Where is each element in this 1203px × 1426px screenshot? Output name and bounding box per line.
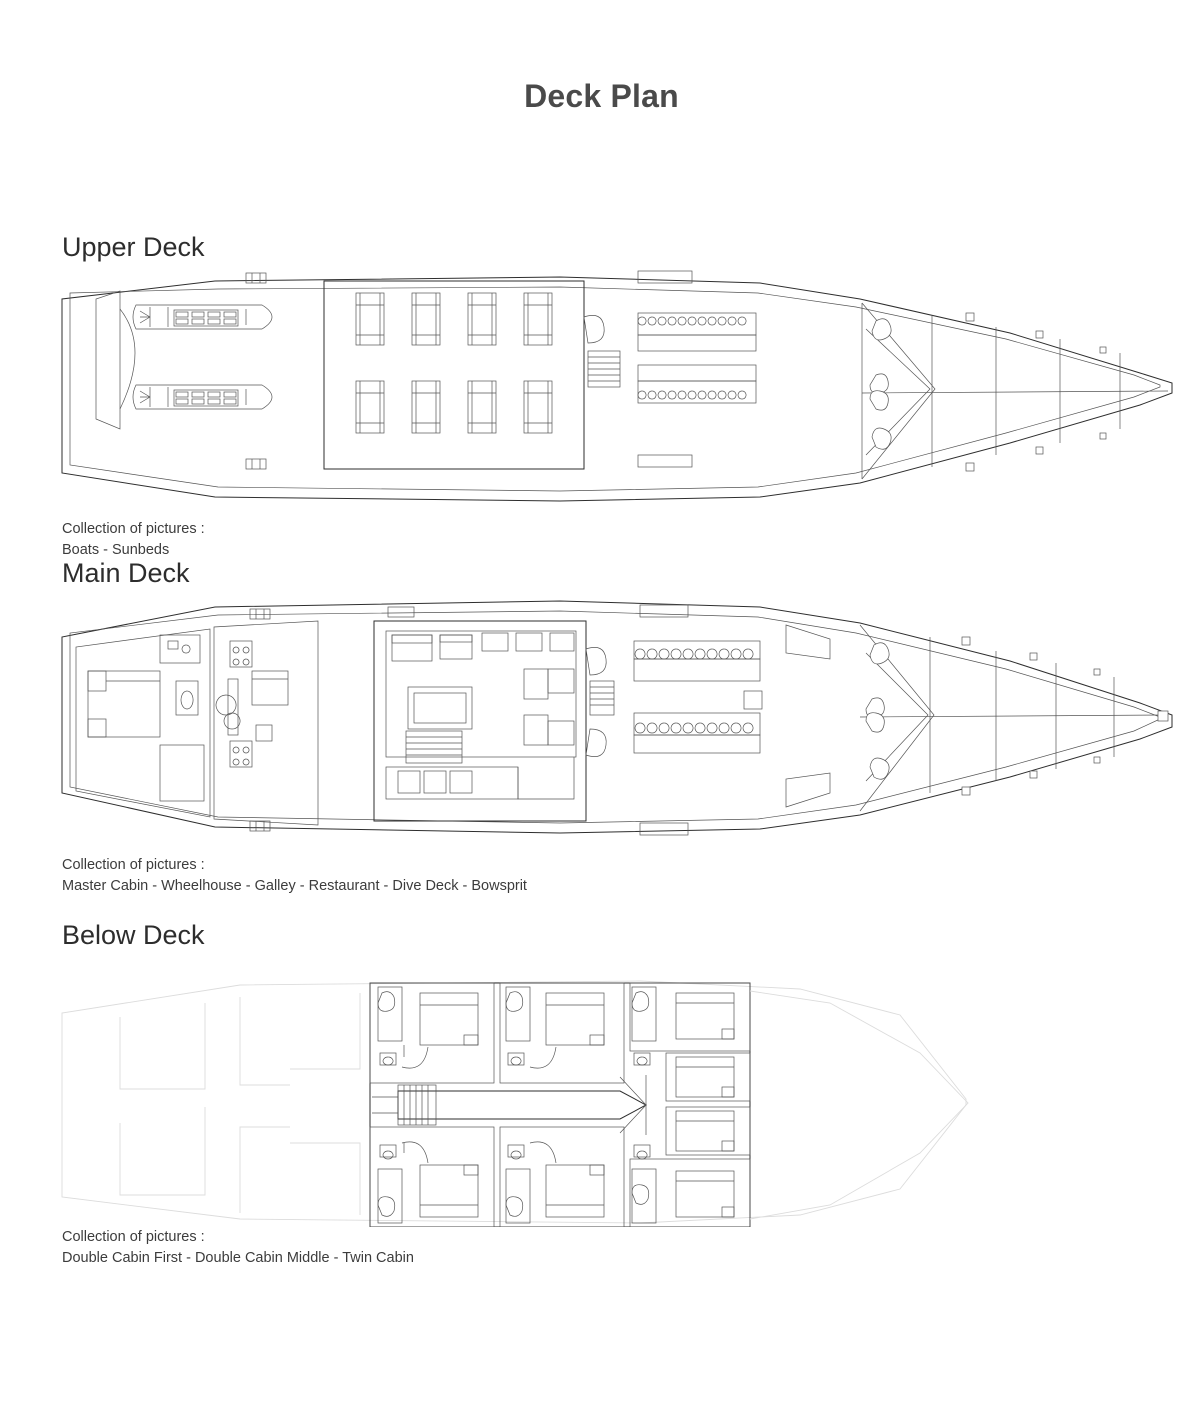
- main-deck-drawing: [0, 595, 1203, 855]
- bathroom: [506, 987, 530, 1041]
- bed: [420, 1165, 478, 1217]
- upper-deck-drawing: [0, 269, 1203, 519]
- page-title: Deck Plan: [524, 78, 679, 114]
- caption-upper: [62, 519, 1203, 561]
- bed: [546, 993, 604, 1045]
- deck-heading-upper: Upper Deck: [62, 232, 205, 262]
- caption-items-below: Double Cabin First - Double Cabin Middle - Twin Cabin: [62, 1250, 414, 1267]
- caption-label-upper: Collection of pictures :: [62, 521, 205, 537]
- caption-items-upper: Boats - Sunbeds: [62, 542, 170, 559]
- cabin-block: [370, 983, 750, 1227]
- bathroom: [632, 987, 656, 1041]
- corridor: [372, 1075, 646, 1135]
- bench-cushions-upper: [638, 313, 756, 403]
- bathroom: [378, 987, 402, 1041]
- tender-boat-2: [133, 385, 272, 409]
- deck-heading-below: Below Deck: [62, 920, 205, 950]
- cabin-top-middle: [500, 983, 624, 1083]
- deck-section-upper: [0, 232, 1203, 561]
- caption-below: [62, 1227, 1203, 1269]
- deck-heading-main: Main Deck: [62, 558, 190, 588]
- cabin-bottom-right: [630, 1145, 750, 1227]
- cabin-right-upper-mid: [666, 1053, 750, 1101]
- dive-deck-benches: [634, 641, 762, 753]
- sundeck-area: [324, 281, 584, 469]
- tender-boat-1: [133, 305, 272, 329]
- cabin-right-lower-mid: [666, 1107, 750, 1155]
- cabin-bottom-middle: [500, 1127, 624, 1227]
- bed: [676, 1057, 734, 1097]
- caption-items-main: Master Cabin - Wheelhouse - Galley - Restaurant - Dive Deck - Bowsprit: [62, 878, 527, 895]
- bed: [420, 993, 478, 1045]
- caption-label-below: Collection of pictures :: [62, 1229, 205, 1245]
- master-cabin: [76, 629, 210, 817]
- cabin-bottom-left: [370, 1127, 494, 1227]
- main-deck-plan: [0, 595, 1203, 855]
- caption-main: [62, 855, 1203, 897]
- caption-label-main: Collection of pictures :: [62, 857, 205, 873]
- galley: [214, 621, 318, 825]
- bed: [676, 993, 734, 1039]
- sunbed-group: [356, 293, 552, 433]
- deck-section-below: [0, 920, 1203, 1269]
- bed: [676, 1171, 734, 1217]
- cabin-top-left: [370, 983, 494, 1083]
- bed: [676, 1111, 734, 1151]
- deck-section-main: [0, 558, 1203, 897]
- bed: [546, 1165, 604, 1217]
- restaurant-saloon: [374, 621, 586, 821]
- stairs-main: [590, 681, 614, 715]
- bathroom: [632, 1169, 656, 1223]
- below-deck-drawing: [0, 957, 1203, 1227]
- stairs-upper: [588, 351, 620, 387]
- below-deck-plan: [0, 957, 1203, 1227]
- upper-deck-plan: [0, 269, 1203, 519]
